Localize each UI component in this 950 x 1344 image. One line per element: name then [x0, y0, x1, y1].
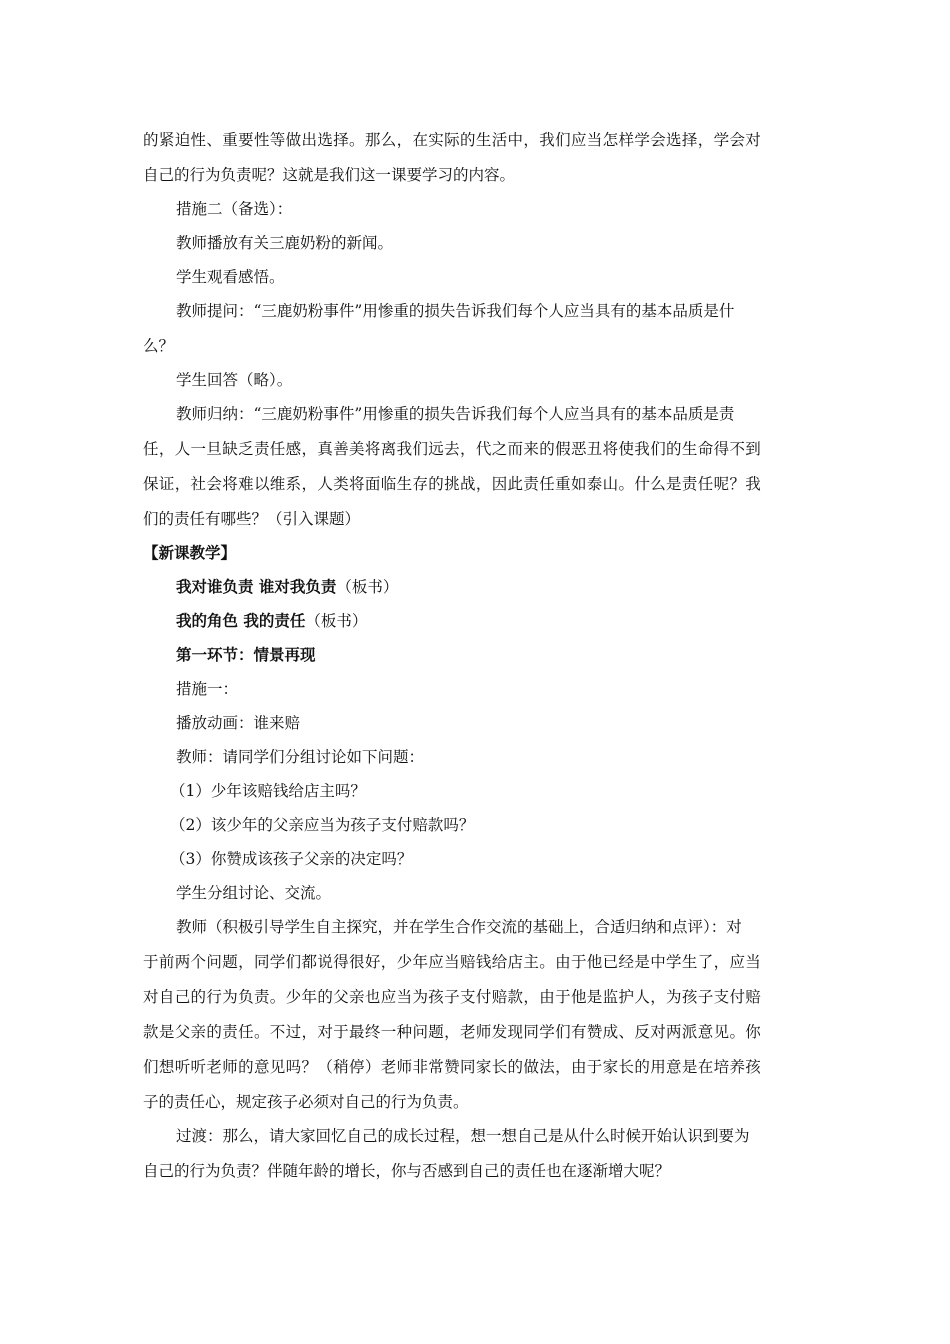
paragraph-line: 措施一： [176, 680, 239, 698]
board-note: （板书） [305, 612, 368, 630]
paragraph-line: 教师播放有关三鹿奶粉的新闻。 [176, 234, 394, 252]
board-line-1 [176, 577, 398, 597]
paragraph-line: 学生观看感悟。 [176, 268, 285, 286]
stage-heading: 第一环节：情景再现 [176, 645, 316, 664]
board-line-2 [176, 611, 367, 631]
paragraph-line: 任，人一旦缺乏责任感，真善美将离我们远去，代之而来的假恶丑将使我们的生命得不到 [143, 440, 762, 458]
section-heading: 【新课教学】 [143, 543, 237, 562]
paragraph-line: 于前两个问题，同学们都说得很好，少年应当赔钱给店主。由于他已经是中学生了，应当 [143, 953, 762, 971]
paragraph-line: 的紧迫性、重要性等做出选择。那么，在实际的生活中，我们应当怎样学会选择，学会对 [143, 131, 762, 149]
paragraph-line: 对自己的行为负责。少年的父亲也应当为孩子支付赔款，由于他是监护人，为孩子支付赔 [143, 988, 762, 1006]
paragraph-line: 保证，社会将难以维系，人类将面临生存的挑战，因此责任重如泰山。什么是责任呢？我 [143, 475, 762, 493]
paragraph-line: 过渡：那么，请大家回忆自己的成长过程，想一想自己是从什么时候开始认识到要为 [176, 1127, 750, 1145]
board-title: 我的角色 我的责任 [176, 611, 306, 630]
question-item: （1）少年该赔钱给店主吗？ [170, 782, 366, 800]
paragraph-line: 学生回答（略）。 [176, 371, 293, 389]
paragraph-line: 措施二（备选）： [176, 200, 293, 218]
paragraph-line: 子的责任心，规定孩子必须对自己的行为负责。 [143, 1093, 469, 1111]
board-title: 我对谁负责 谁对我负责 [176, 577, 337, 596]
paragraph-line: 款是父亲的责任。不过，对于最终一种问题，老师发现同学们有赞成、反对两派意见。你 [143, 1023, 762, 1041]
paragraph-line: 教师提问：“三鹿奶粉事件”用惨重的损失告诉我们每个人应当具有的基本品质是什 [176, 302, 735, 320]
paragraph-line: 自己的行为负责呢？这就是我们这一课要学习的内容。 [143, 166, 516, 184]
paragraph-line: 么？ [143, 337, 175, 355]
question-item: （2）该少年的父亲应当为孩子支付赔款吗？ [170, 816, 475, 834]
paragraph-line: 播放动画：谁来赔 [176, 714, 301, 732]
paragraph-line: 们的责任有哪些？（引入课题） [143, 510, 361, 528]
board-note: （板书） [336, 578, 399, 596]
question-item: （3）你赞成该孩子父亲的决定吗？ [170, 850, 413, 868]
paragraph-line: 学生分组讨论、交流。 [176, 884, 332, 902]
paragraph-line: 自己的行为负责？伴随年龄的增长，你与否感到自己的责任也在逐渐增大呢？ [143, 1162, 671, 1180]
paragraph-line: 教师：请同学们分组讨论如下问题： [176, 748, 425, 766]
paragraph-line: 教师（积极引导学生自主探究，并在学生合作交流的基础上，合适归纳和点评）：对 [176, 918, 742, 936]
paragraph-line: 教师归纳：“三鹿奶粉事件”用惨重的损失告诉我们每个人应当具有的基本品质是责 [176, 405, 735, 423]
paragraph-line: 们想听听老师的意见吗？（稍停）老师非常赞同家长的做法，由于家长的用意是在培养孩 [143, 1058, 762, 1076]
